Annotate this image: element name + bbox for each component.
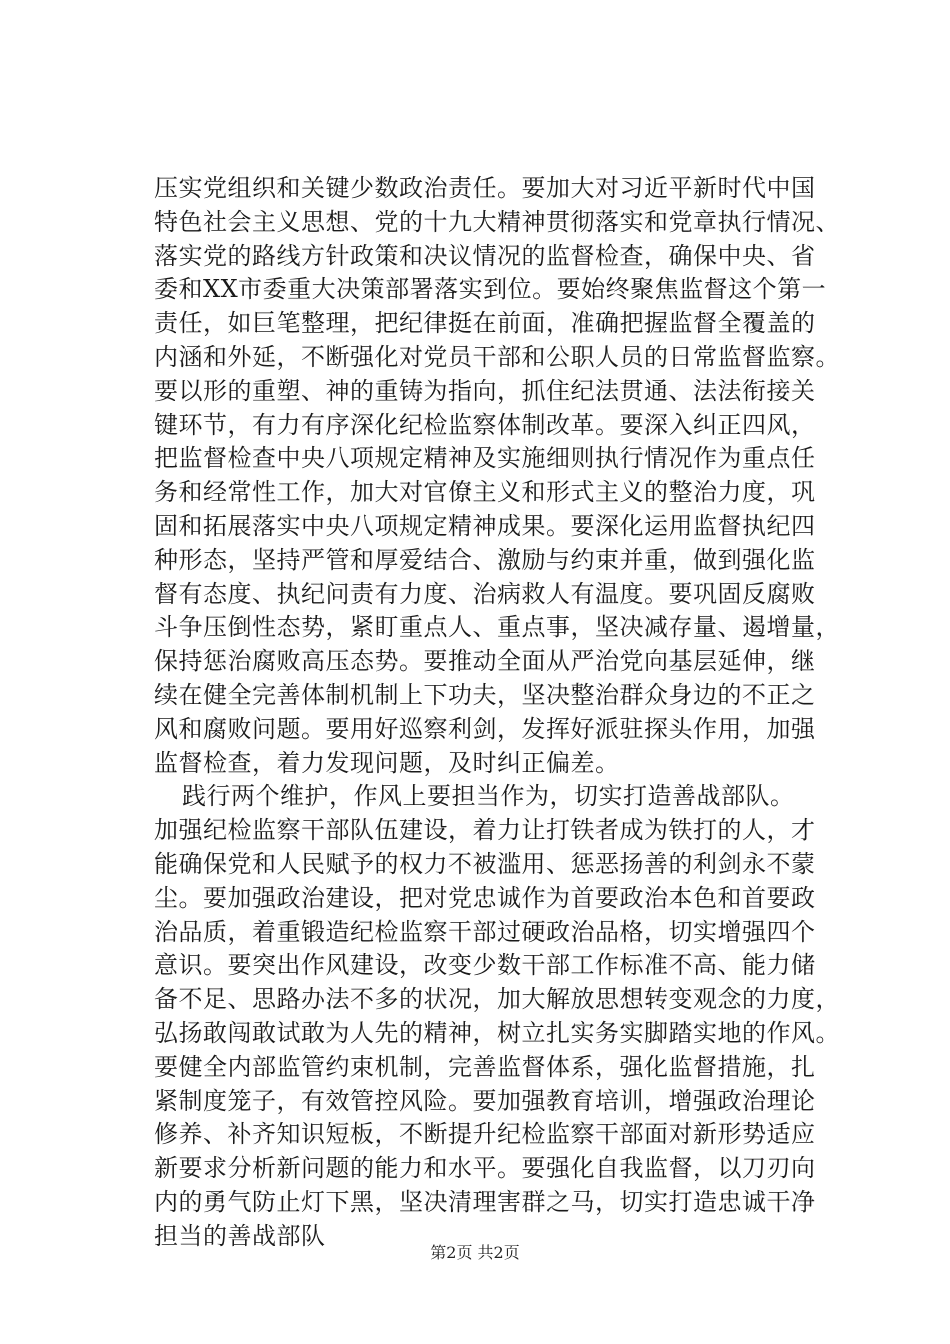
text-line: 保持惩治腐败高压态势。要推动全面从严治党向基层延伸，继 [154,647,816,676]
text-line: 斗争压倒性态势，紧盯重点人、重点事，坚决减存量、遏增量， [154,613,840,642]
text-line: 委和XX市委重大决策部署落实到位。要始终聚焦监督这个第一 [154,275,827,304]
text-line: 弘扬敢闯敢试敢为人先的精神，树立扎实务实脚踏实地的作风。 [154,1018,840,1047]
text-line: 把监督检查中央八项规定精神及实施细则执行情况作为重点任 [154,444,816,473]
page-number-footer: 第2页 共2页 [430,1243,520,1262]
text-line: 务和经常性工作，加大对官僚主义和形式主义的整治力度，巩 [154,478,816,507]
text-line: 内的勇气防止灯下黑，坚决清理害群之马，切实打造忠诚干净 [154,1187,816,1216]
text-line: 要健全内部监管约束机制，完善监督体系，强化监督措施，扎 [154,1052,816,1081]
text-line: 备不足、思路办法不多的状况，加大解放思想转变观念的力度， [154,985,840,1014]
text-line: 紧制度笼子，有效管控风险。要加强教育培训，增强政治理论 [154,1086,816,1115]
text-line: 风和腐败问题。要用好巡察利剑，发挥好派驻探头作用，加强 [154,714,816,743]
text-line: 能确保党和人民赋予的权力不被滥用、惩恶扬善的利剑永不蒙 [154,849,816,878]
text-line: 种形态，坚持严管和厚爱结合、激励与约束并重，做到强化监 [154,545,816,574]
paragraph-first-line: 践行两个维护，作风上要担当作为，切实打造善战部队。 [182,782,795,811]
text-line: 加强纪检监察干部队伍建设，着力让打铁者成为铁打的人，才 [154,816,816,845]
text-line: 意识。要突出作风建设，改变少数干部工作标准不高、能力储 [154,951,816,980]
document-body [154,172,840,1254]
text-line: 续在健全完善体制机制上下功夫，坚决整治群众身边的不正之 [154,680,816,709]
text-line: 要以形的重塑、神的重铸为指向，抓住纪法贯通、法法衔接关 [154,376,816,405]
text-line: 担当的善战部队 [154,1221,326,1250]
text-line: 特色社会主义思想、党的十九大精神贯彻落实和党章执行情况、 [154,207,840,236]
text-line: 新要求分析新问题的能力和水平。要强化自我监督，以刀刃向 [154,1154,816,1183]
text-line: 督有态度、执纪问责有力度、治病救人有温度。要巩固反腐败 [154,579,816,608]
text-line: 内涵和外延，不断强化对党员干部和公职人员的日常监督监察。 [154,342,840,371]
text-line: 修养、补齐知识短板，不断提升纪检监察干部面对新形势适应 [154,1120,816,1149]
text-line: 压实党组织和关键少数政治责任。要加大对习近平新时代中国 [154,174,816,202]
text-line: 监督检查，着力发现问题，及时纠正偏差。 [154,748,620,777]
text-line: 尘。要加强政治建设，把对党忠诚作为首要政治本色和首要政 [154,883,816,912]
text-line: 固和拓展落实中央八项规定精神成果。要深化运用监督执纪四 [154,511,816,540]
text-line: 键环节，有力有序深化纪检监察体制改革。要深入纠正四风， [154,410,816,439]
text-line: 治品质，着重锻造纪检监察干部过硬政治品格，切实增强四个 [154,917,816,946]
text-line: 责任，如巨笔整理，把纪律挺在前面，准确把握监督全覆盖的 [154,309,816,338]
text-line: 落实党的路线方针政策和决议情况的监督检查，确保中央、省 [154,241,816,270]
